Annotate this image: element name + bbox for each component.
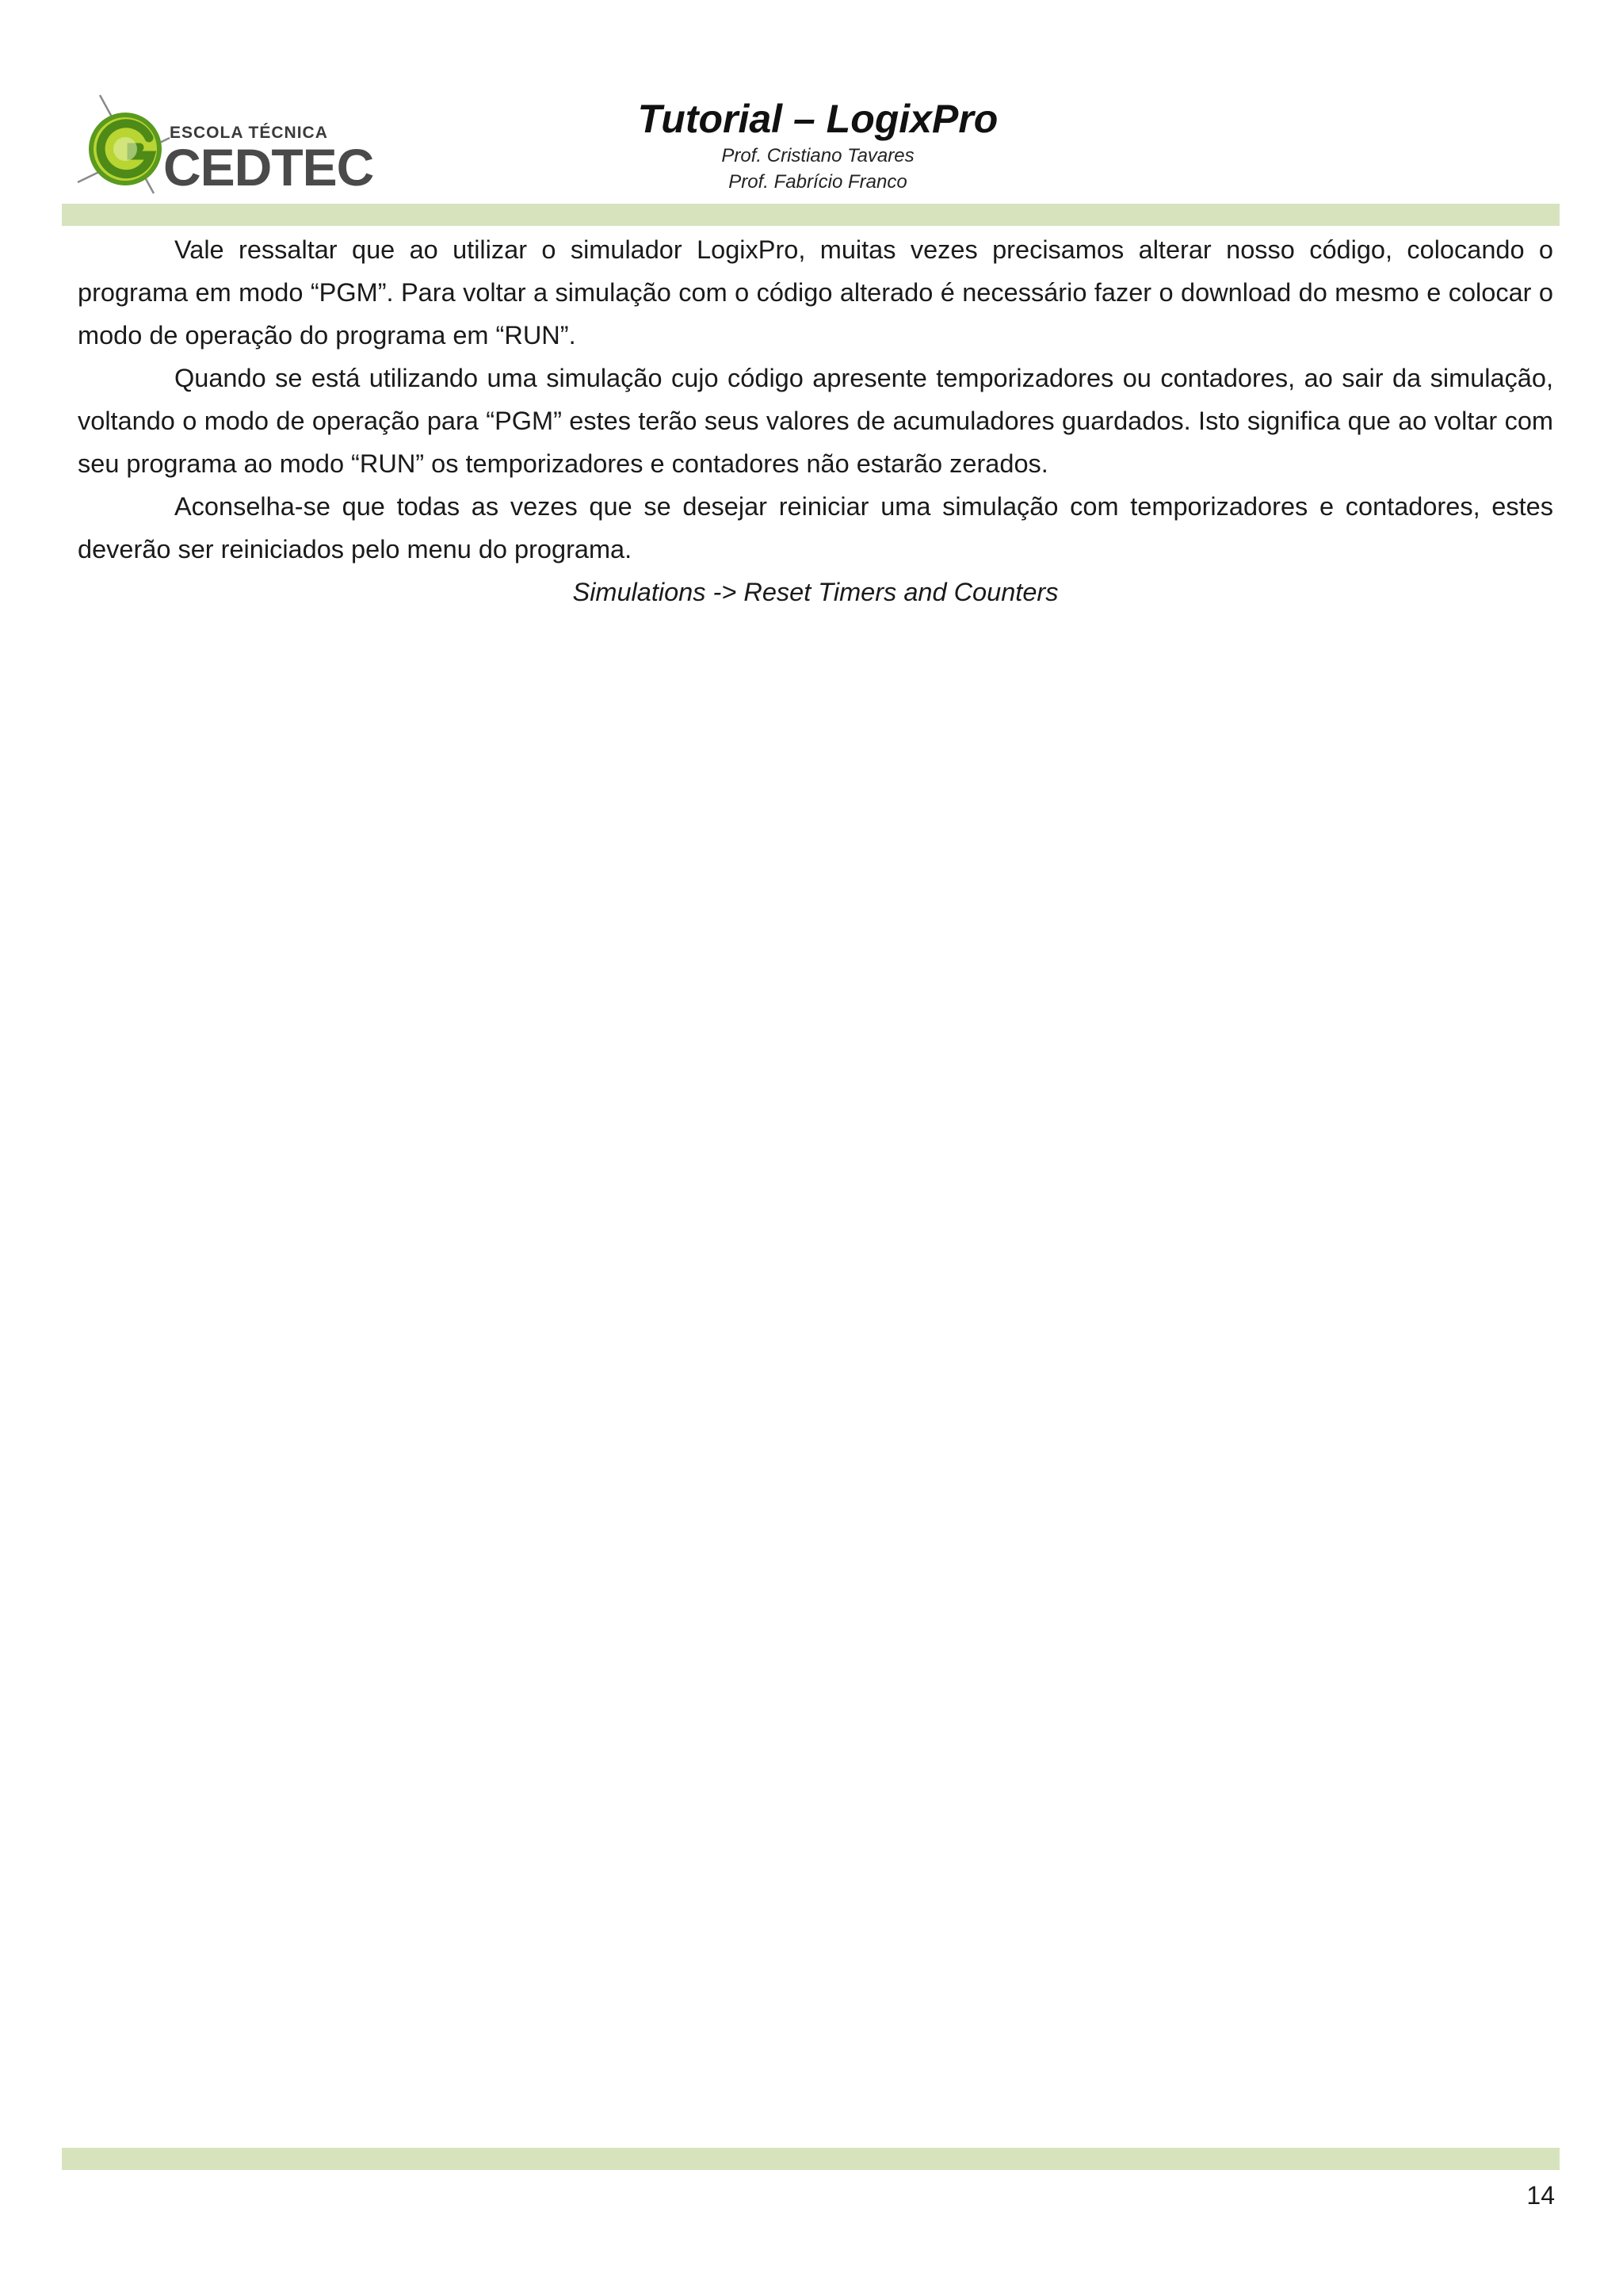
author-1: Prof. Cristiano Tavares	[721, 145, 915, 166]
logo-brand-name: CEDTEC	[163, 138, 374, 197]
footer-divider-bar	[62, 2148, 1560, 2170]
logo-school-label: ESCOLA TÉCNICA	[170, 124, 328, 142]
page-number: 14	[1526, 2181, 1555, 2210]
paragraph-1: Vale ressaltar que ao utilizar o simulador LogixPro, muitas vezes precisamos alterar nosso código, colocando o programa em modo “PGM”. Para voltar a simulação com o código alterado é necessário fazer o download do mesmo e colocar o modo de operação do programa em “RUN”.	[78, 235, 1553, 350]
header-divider-bar	[62, 204, 1560, 226]
page-content	[78, 228, 1553, 613]
school-logo	[76, 89, 374, 208]
menu-path: Simulations -> Reset Timers and Counters	[572, 578, 1059, 606]
paragraph-2: Quando se está utilizando uma simulação cujo código apresente temporizadores ou contadores, ao sair da simulação, voltando o modo de operação para “PGM” estes terão seus valores de acumuladores guardados. Isto significa que ao voltar com seu programa ao modo “RUN” os temporizadores e contadores não estarão zerados.	[78, 364, 1553, 478]
page-header	[0, 0, 1623, 230]
header-title-block	[574, 95, 1062, 195]
document-title: Tutorial – LogixPro	[637, 97, 999, 141]
paragraph-3: Aconselha-se que todas as vezes que se desejar reiniciar uma simulação com temporizadores e contadores, estes deverão ser reiniciados pelo menu do programa.	[78, 492, 1553, 563]
author-2: Prof. Fabrício Franco	[728, 171, 907, 193]
cedtec-logo-icon	[76, 89, 171, 208]
